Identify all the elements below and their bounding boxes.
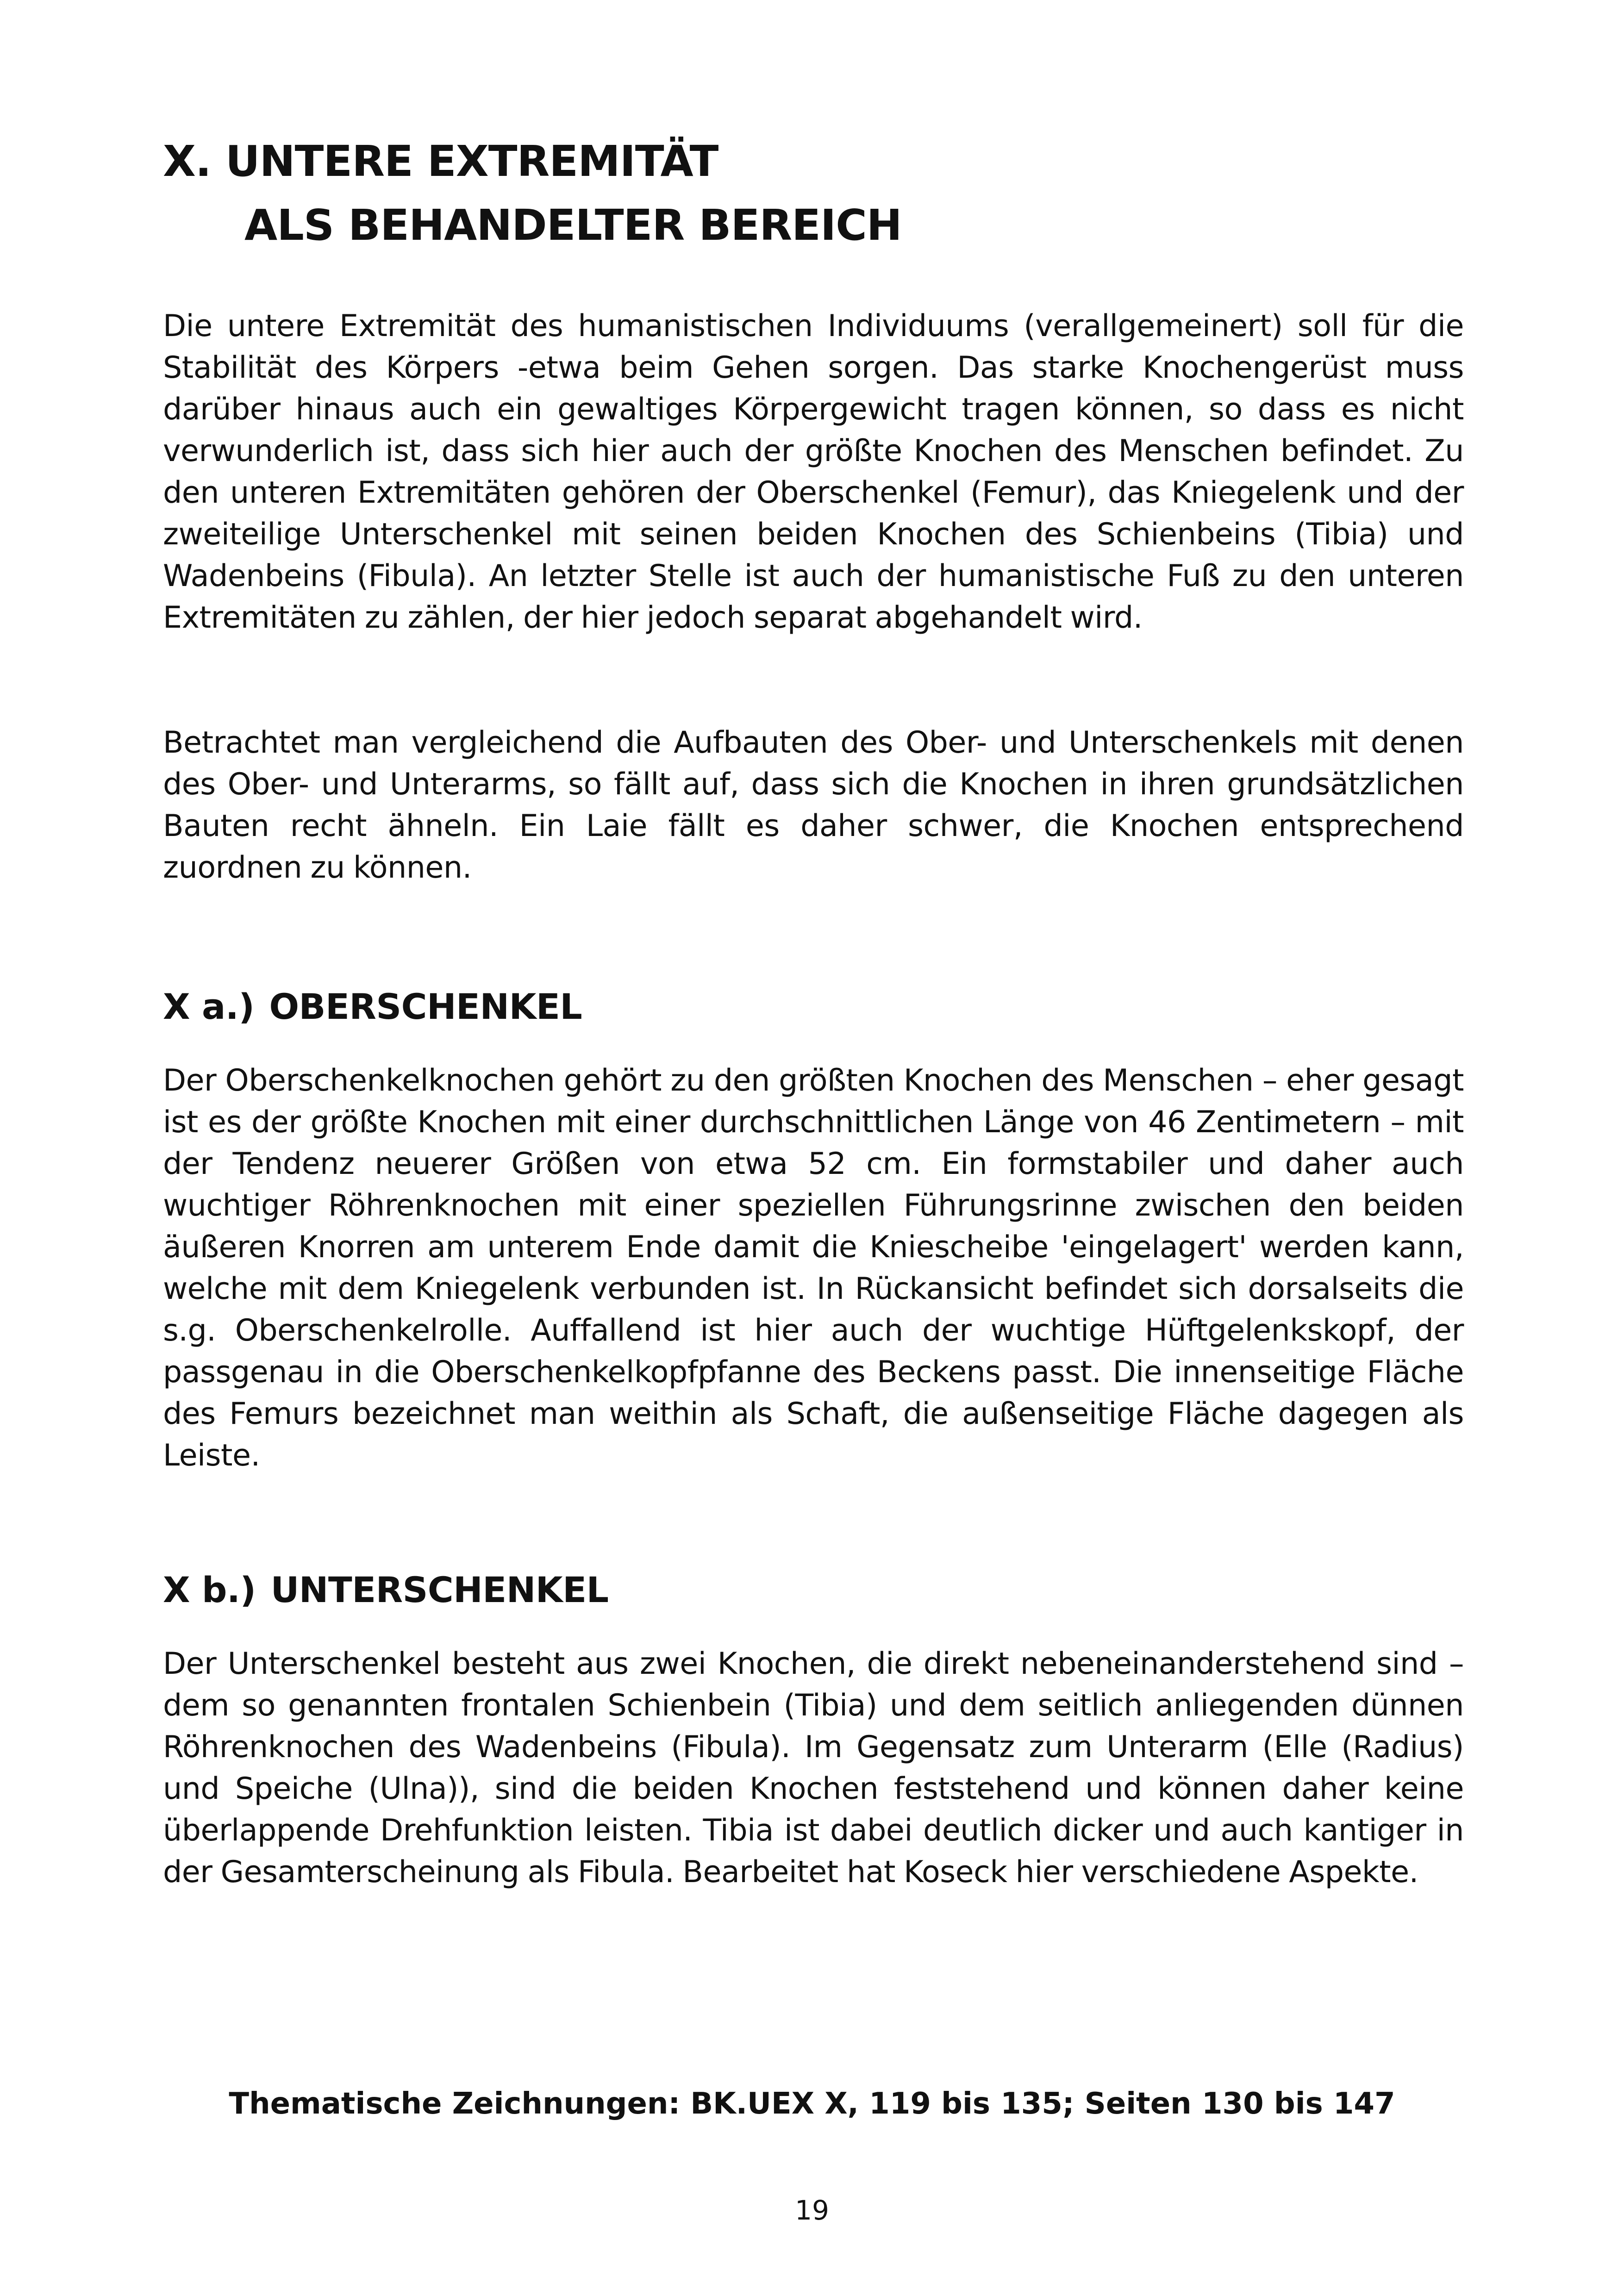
section-unterschenkel-body: Der Unterschenkel besteht aus zwei Knochen, die direkt nebeneinanderstehend sind – dem so genannten frontalen Schienbein (Tibia) und dem seitlich anliegenden dünnen Röhrenknochen des Wadenbeins (Fibula). Im Gegensatz zum Unterarm (Elle (Radius) und Speiche (Ulna)), sind die beiden Knochen feststehend und können daher keine überlappende Drehfunktion leisten. Tibia ist dabei deutlich dicker und auch kantiger in der Gesamterscheinung als Fibula. Bearbeitet hat Koseck hier verschiedene Aspekte. — [163, 1646, 1464, 1890]
drawings-reference: Thematische Zeichnungen: BK.UEX X, 119 bis 135; Seiten 130 bis 147 — [229, 2087, 1395, 2121]
section-oberschenkel-body: Der Oberschenkelknochen gehört zu den größten Knochen des Menschen – eher gesagt ist es der größte Knochen mit einer durchschnittlichen Länge von 46 Zentimetern – mit der Tendenz neuerer Größen von etwa 52 cm. Ein formstabiler und daher auch wuchtiger Röhrenknochen mit einer speziellen Führungsrinne zwischen den beiden äußeren Knorren am unterem Ende damit die Kniescheibe 'eingelagert' werden kann, welche mit dem Kniegelenk verbunden ist. In Rückansicht befindet sich dorsalseits die s.g. Oberschenkelrolle. Auffallend ist hier auch der wuchtige Hüftgelenkskopf, der passgenau in die Oberschenkelkopfpfanne des Beckens passt. Die innenseitige Fläche des Femurs bezeichnet man weithin als Schaft, die außenseitige Fläche dagegen als Leiste. — [163, 1063, 1464, 1473]
section-title: OBERSCHENKEL — [269, 986, 582, 1027]
section-title: UNTERSCHENKEL — [270, 1569, 609, 1610]
section-number: X b.) — [163, 1569, 256, 1610]
section-heading-oberschenkel — [163, 984, 582, 1030]
page-number: 19 — [795, 2195, 829, 2226]
section-heading-unterschenkel — [163, 1567, 609, 1613]
chapter-title-line1: X. UNTERE EXTREMITÄT — [163, 137, 718, 186]
chapter-title — [163, 130, 1459, 257]
section-number: X a.) — [163, 986, 255, 1027]
intro-paragraph-2: Betrachtet man vergleichend die Aufbauten des Ober- und Unterschenkels mit denen des Ober- und Unterarms, so fällt auf, dass sich die Knochen in ihren grundsätzlichen Bauten recht ähneln. Ein Laie fällt es daher schwer, die Knochen entsprechend zuordnen zu können. — [163, 725, 1464, 885]
intro-paragraph-1: Die untere Extremität des humanistischen Individuums (verallgemeinert) soll für die Stabilität des Körpers -etwa beim Gehen sorgen. Das starke Knochengerüst muss darüber hinaus auch ein gewaltiges Körpergewicht tragen können, so dass es nicht verwunderlich ist, dass sich hier auch der größte Knochen des Menschen befindet. Zu den unteren Extremitäten gehören der Oberschenkel (Femur), das Kniegelenk und der zweiteilige Unterschenkel mit seinen beiden Knochen des Schienbeins (Tibia) und Wadenbeins (Fibula). An letzter Stelle ist auch der humanistische Fuß zu den unteren Extremitäten zu zählen, der hier jedoch separat abgehandelt wird. — [163, 309, 1464, 635]
chapter-title-line2: ALS BEHANDELTER BEREICH — [244, 200, 902, 250]
